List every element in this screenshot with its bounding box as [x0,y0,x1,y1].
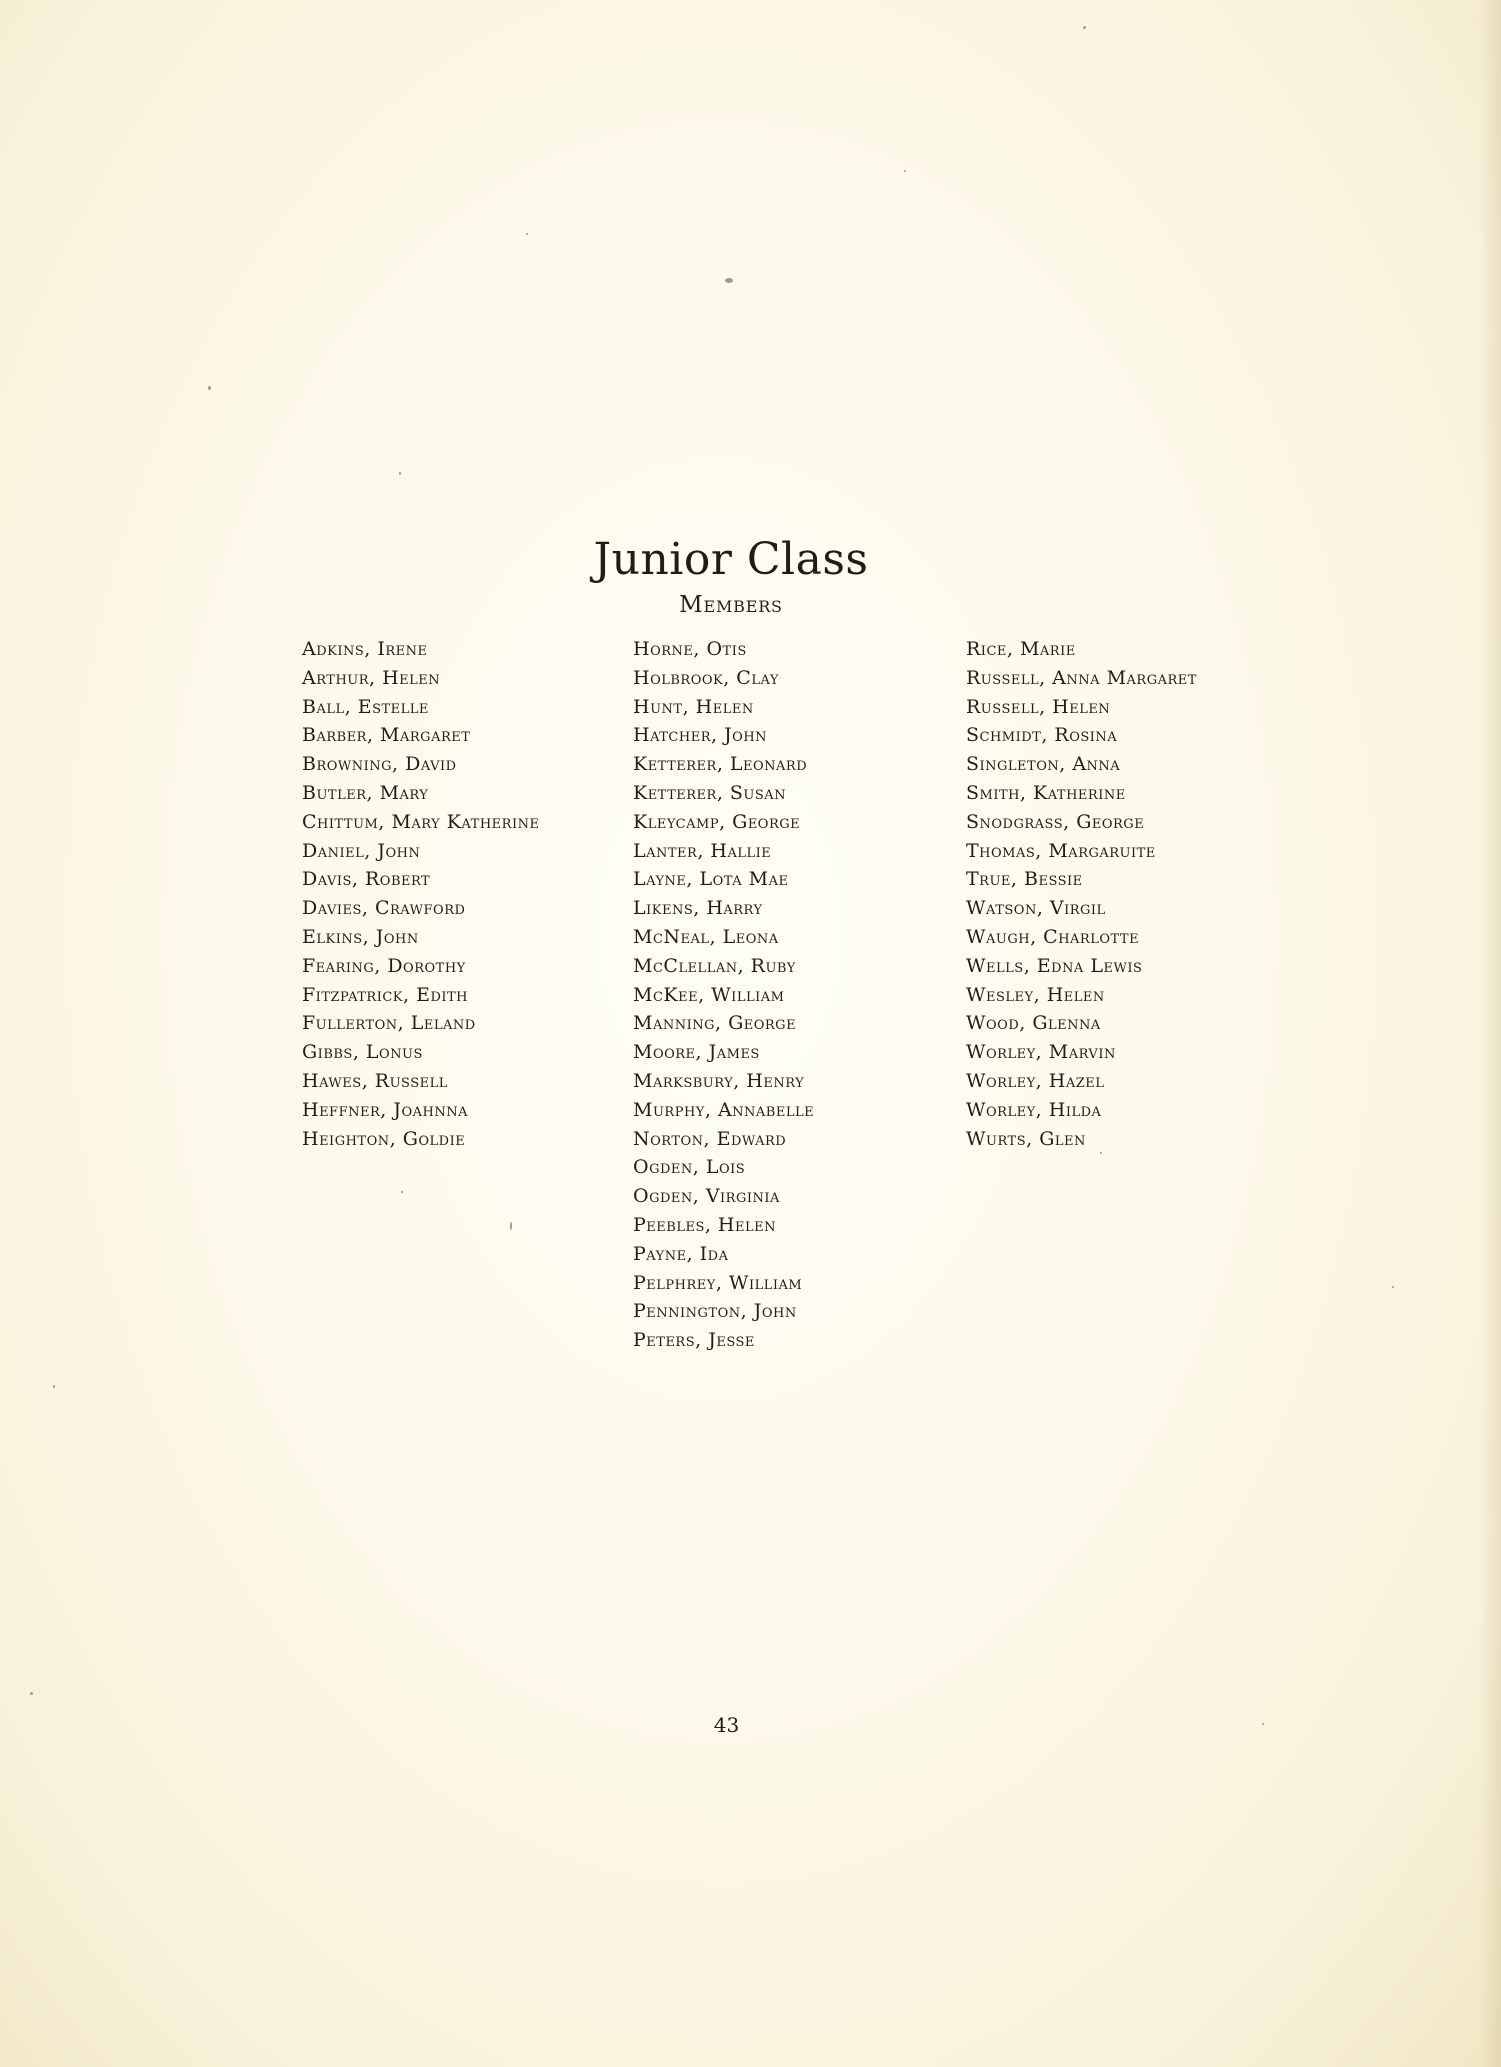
member-name: Smith, Katherine [966,781,1126,804]
member-name: Wurts, Glen [966,1127,1086,1150]
member-name: Snodgrass, George [966,810,1145,833]
member-name: Hawes, Russell [302,1069,448,1092]
paper-speck [30,1692,33,1695]
member-name: Ketterer, Leonard [633,753,808,776]
member-name: Davies, Crawford [302,897,466,920]
member-name: McClellan, Ruby [633,954,796,977]
member-name: Ogden, Virginia [633,1185,780,1208]
member-name: Heffner, Joahnna [302,1098,468,1121]
member-name: Hunt, Helen [633,695,754,718]
paper-speck [53,1385,55,1388]
page-title: Junior Class [593,534,869,586]
member-name: Barber, Margaret [302,724,471,747]
member-name: Browning, David [302,753,457,776]
member-name: Worley, Marvin [966,1041,1116,1064]
member-name: Wells, Edna Lewis [966,954,1143,977]
member-name: Butler, Mary [302,781,429,804]
members-column-3 [966,635,1197,1153]
member-name: Daniel, John [302,839,421,862]
paper-speck [399,472,401,475]
member-name: Waugh, Charlotte [966,925,1140,948]
member-name: Holbrook, Clay [633,666,779,689]
paper-speck [401,1191,403,1193]
member-name: Fullerton, Leland [302,1012,476,1035]
member-name: Payne, Ida [633,1242,729,1265]
member-name: Moore, James [633,1041,760,1064]
section-subtitle: Members [679,592,783,618]
member-name: Peebles, Helen [633,1213,776,1236]
members-column-1 [302,635,539,1153]
member-name: Layne, Lota Mae [633,868,789,891]
member-name: Adkins, Irene [302,638,428,660]
paper-speck [208,386,211,390]
paper-speck [1392,1286,1394,1288]
member-name: Ball, Estelle [302,695,429,718]
member-name: Thomas, Margaruite [966,839,1156,862]
member-name: Ketterer, Susan [633,781,787,804]
member-name: Murphy, Annabelle [633,1098,815,1121]
member-name: McKee, William [633,983,785,1006]
member-name: Ogden, Lois [633,1156,746,1179]
member-name: Marksbury, Henry [633,1069,805,1092]
member-name: Russell, Anna Margaret [966,666,1197,689]
member-name: Elkins, John [302,925,419,948]
members-column-2 [633,635,814,1355]
member-name: Worley, Hazel [966,1069,1105,1092]
paper-speck [725,278,733,283]
paper-speck [526,233,528,235]
member-name: Schmidt, Rosina [966,724,1118,747]
member-name: Kleycamp, George [633,810,801,833]
member-name: Singleton, Anna [966,753,1121,776]
member-name: Davis, Robert [302,868,431,891]
member-name: Fitzpatrick, Edith [302,983,469,1006]
member-name: Arthur, Helen [302,666,441,689]
member-name: Pennington, John [633,1300,797,1323]
member-name: Worley, Hilda [966,1098,1102,1121]
page-number: 43 [713,1713,740,1737]
member-name: Hatcher, John [633,724,768,747]
member-name: Chittum, Mary Katherine [302,810,540,833]
page-edge-shadow [1479,0,1501,2067]
member-name: Fearing, Dorothy [302,954,466,977]
paper-speck [510,1222,512,1230]
member-name: Wood, Glenna [966,1012,1101,1035]
member-name: Rice, Marie [966,638,1076,660]
member-name: Manning, George [633,1012,797,1035]
member-name: Pelphrey, William [633,1271,803,1294]
member-name: Horne, Otis [633,638,747,660]
member-name: Russell, Helen [966,695,1111,718]
member-name: Lanter, Hallie [633,839,772,862]
member-name: Wesley, Helen [966,983,1105,1006]
paper-speck [904,170,906,172]
member-name: McNeal, Leona [633,925,779,948]
member-name: True, Bessie [966,868,1083,891]
paper-speck [1083,26,1086,29]
member-name: Gibbs, Lonus [302,1041,423,1064]
member-name: Likens, Harry [633,897,763,920]
member-name: Peters, Jesse [633,1329,755,1352]
member-name: Watson, Virgil [966,897,1106,920]
member-name: Norton, Edward [633,1127,787,1150]
member-name: Heighton, Goldie [302,1127,466,1150]
